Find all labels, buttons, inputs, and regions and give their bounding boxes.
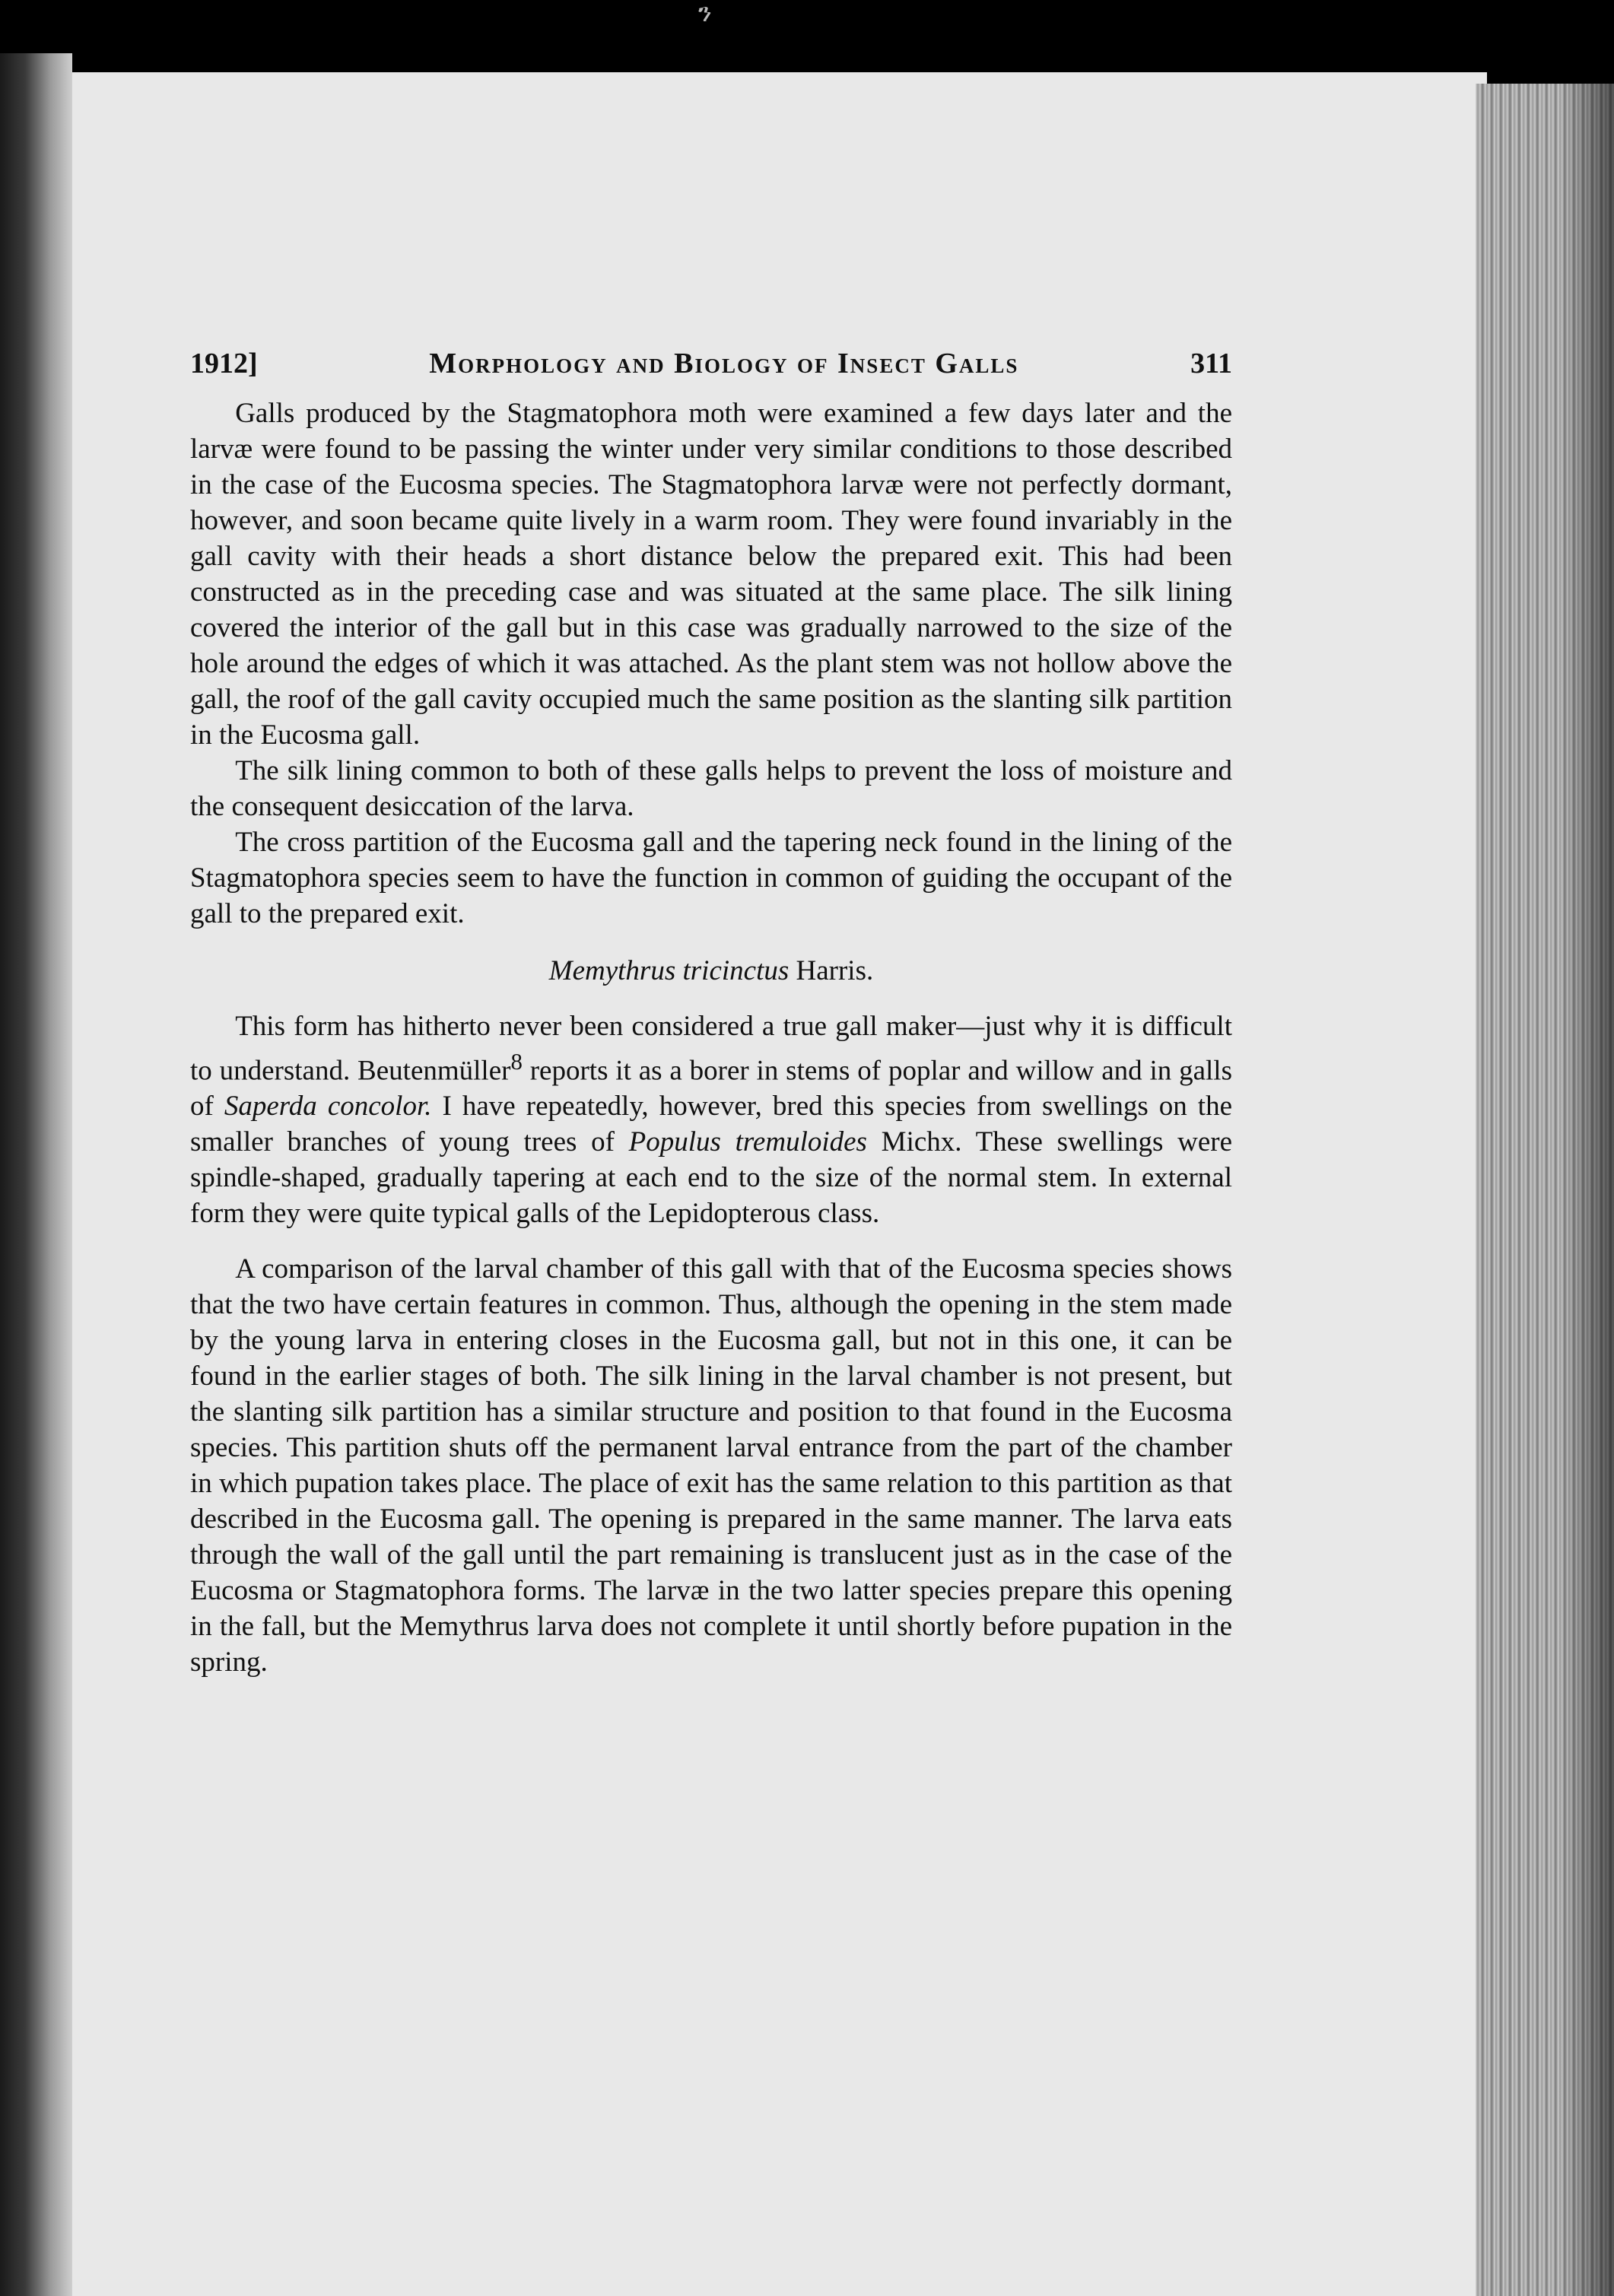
- page-content: [190, 346, 1232, 1680]
- taxon-populus: Populus tremuloides: [628, 1126, 867, 1158]
- top-scan-mark: ን: [698, 0, 712, 28]
- paragraph-stagmatophora: Galls produced by the Stagmatophora moth were examined a few days later and the larvæ were found to be passing the winter under very similar conditions to those described in the case of the Eucosma species. The Stagmatophora larvæ were not perfectly dormant, however, and soon became quite lively in a warm room. They were found invariably in the gall cavity with their heads a short distance below the prepared exit. This had been constructed as in the preceding case and was situated at the same place. The silk lining covered the interior of the gall but in this case was gradually narrowed to the size of the hole around the edges of which it was attached. As the plant stem was not hollow above the gall, the roof of the gall cavity occupied much the same position as the slanting silk partition in the Eucosma gall.: [190, 398, 1232, 751]
- section-heading-memythrus: [190, 953, 1232, 989]
- paragraph-comparison: A comparison of the larval chamber of this gall with that of the Eucosma species shows that the two have certain features in common. Thus, although the opening in the stem made by the young larva in entering closes in the Eucosma gall, but not in this one, it can be found in the earlier stages of both. The silk lining in the larval chamber is not present, but the slanting silk partition has a similar structure and position to that found in the Eucosma species. This partition shuts off the permanent larval entrance from the part of the chamber in which pupation takes place. The place of exit has the same relation to this partition as that described in the Eucosma gall. The opening is prepared in the same manner. The larva eats through the wall of the gall until the part remaining is translucent just as in the case of the Eucosma or Stagmatophora forms. The larvæ in the two latter species prepare this opening in the fall, but the Memythrus larva does not complete it until shortly before pupation in the spring.: [190, 1253, 1232, 1678]
- taxon-saperda: Saperda concolor.: [224, 1091, 432, 1123]
- paragraph-cross-partition: The cross partition of the Eucosma gall and the tapering neck found in the lining of the Stagmatophora species seem to have the function in common of guiding the occupant of the gall to the prepared exit.: [190, 827, 1232, 929]
- page-number: 311: [1190, 348, 1232, 379]
- paragraph-memythrus-text-2: reports it as a borer in stems of poplar and willow and in galls of: [190, 1055, 1232, 1123]
- right-edge-shadow: [1559, 84, 1614, 2296]
- footnote-reference: 8: [510, 1049, 523, 1075]
- running-head-title: Morphology and Biology of Insect Galls: [429, 348, 1019, 379]
- section-heading-author: Harris.: [796, 955, 874, 986]
- section-heading-taxon: Memythrus tricinctus: [548, 955, 790, 986]
- paragraph-memythrus: [190, 1008, 1232, 1231]
- paragraph-memythrus-text-1: This form has hitherto never been considered a true gall maker—just why it is difficult to understand. Beutenmüller: [190, 1011, 1232, 1087]
- paragraph-memythrus-text-3: I have repeatedly, however, bred this species from swellings on the smaller branches of young trees of: [190, 1091, 1232, 1158]
- paragraph-memythrus-text-4: Michx. These swellings were spindle-shaped, gradually tapering at each end to the size of the normal stem. In external form they were quite typical galls of the Lepidopterous class.: [190, 1126, 1232, 1230]
- paragraph-silk-lining: The silk lining common to both of these galls helps to prevent the loss of moisture and the consequent desiccation of the larva.: [190, 755, 1232, 822]
- left-page-edge: [0, 53, 72, 2296]
- running-head: [190, 346, 1232, 382]
- running-head-year: 1912]: [190, 348, 258, 379]
